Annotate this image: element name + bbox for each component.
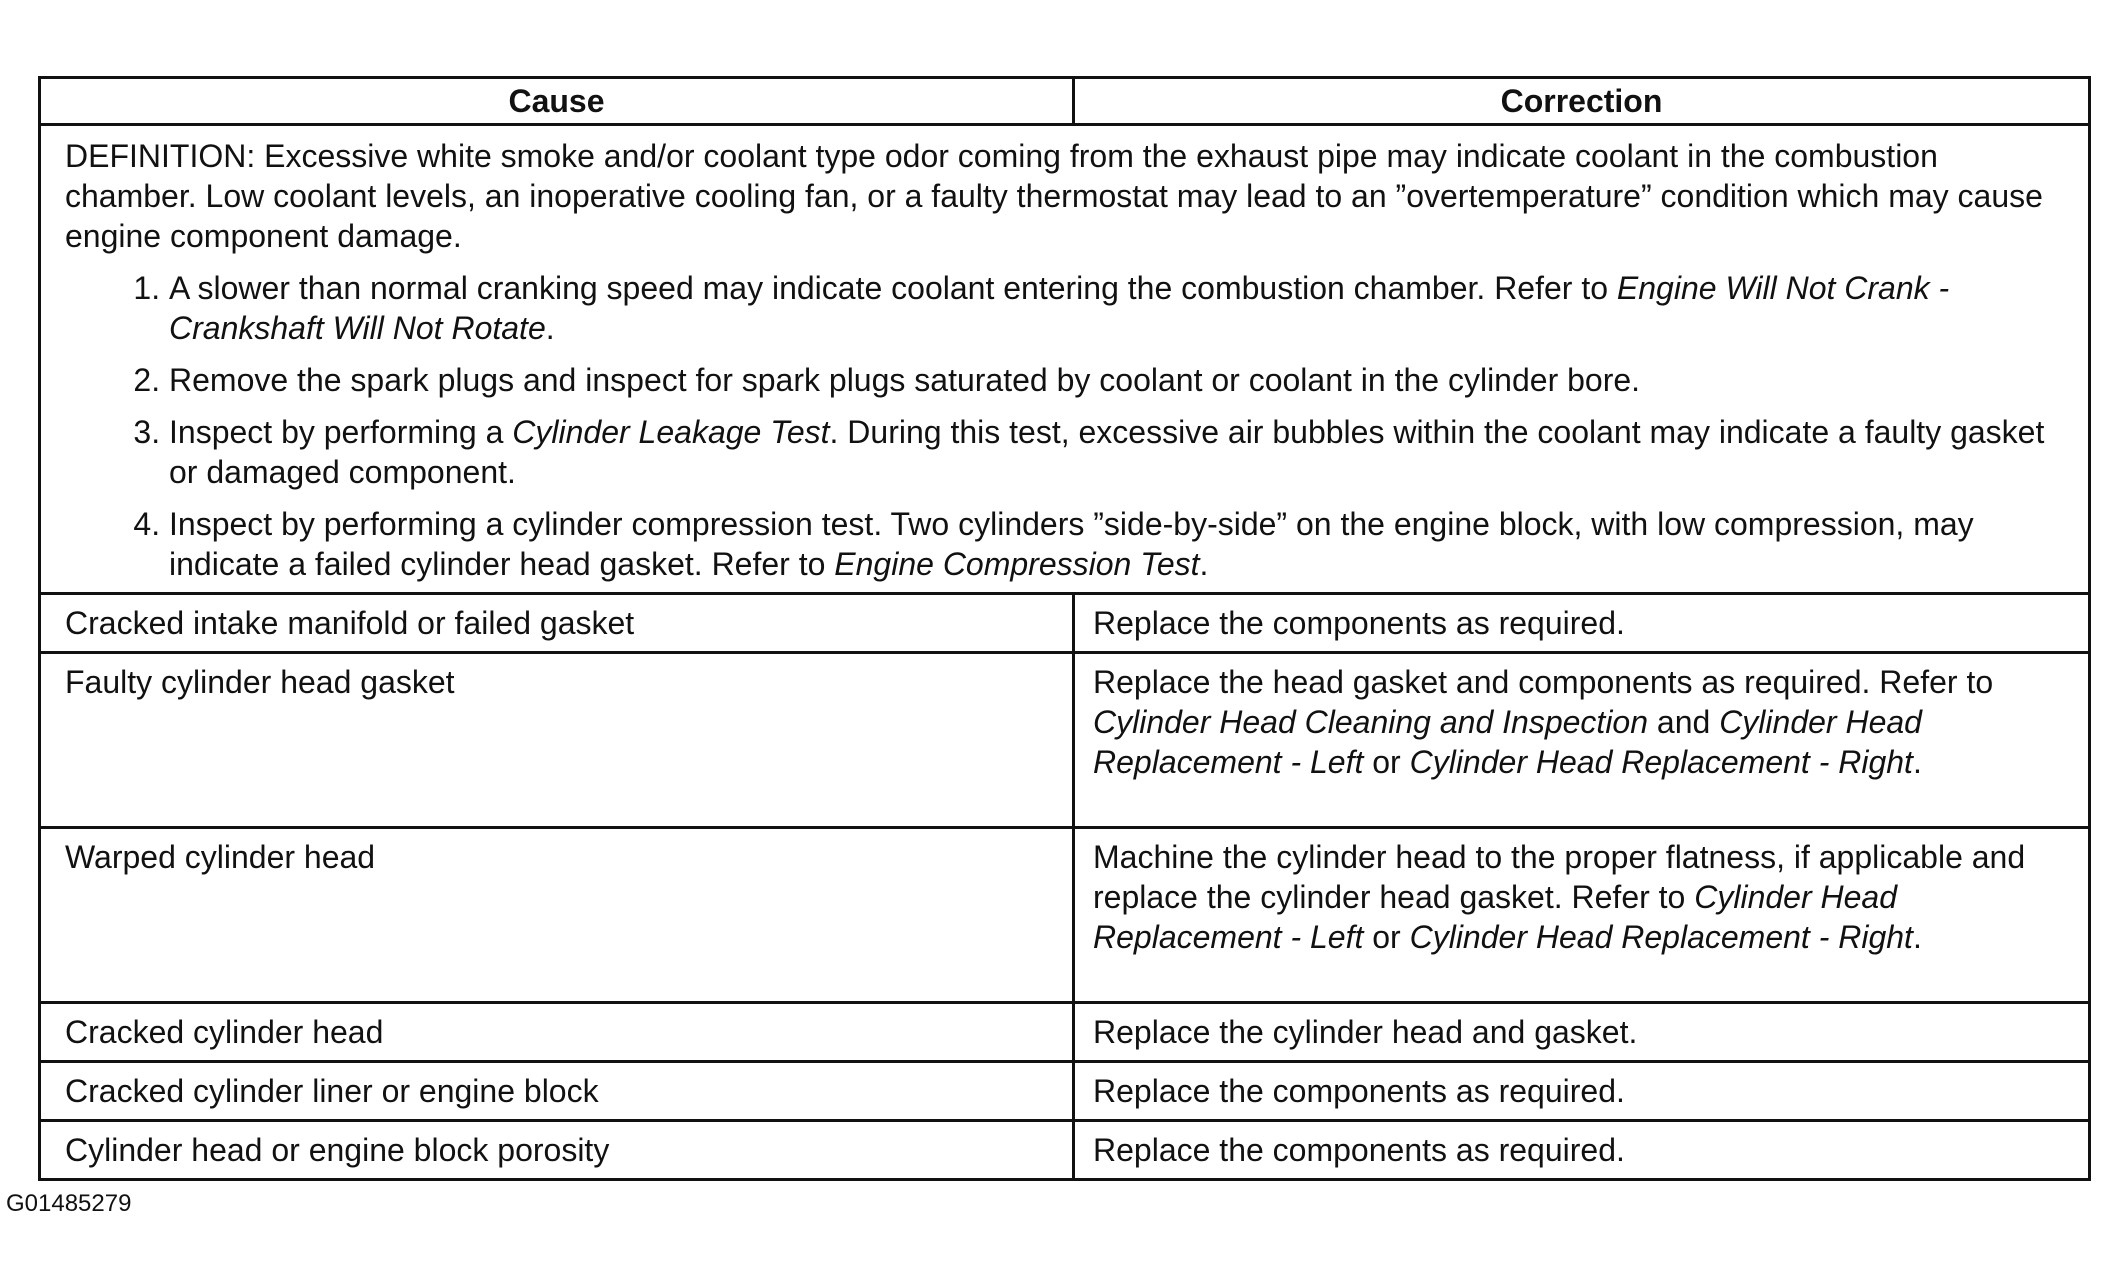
table-row — [40, 1003, 2090, 1062]
correction-cell — [1074, 594, 2090, 653]
cause-cell: Warped cylinder head — [40, 828, 1074, 1003]
correction-header: Correction — [1074, 78, 2090, 125]
correction-reference: Cylinder Head Replacement - Left — [1093, 879, 1897, 955]
step-3 — [169, 412, 2074, 492]
correction-text: Replace the components as required. — [1093, 1132, 1625, 1168]
cause-cell: Cracked intake manifold or failed gasket — [40, 594, 1074, 653]
correction-text: Replace the cylinder head and gasket. — [1093, 1014, 1638, 1050]
diagnostic-steps — [65, 268, 2074, 584]
correction-reference: Cylinder Head Cleaning and Inspection — [1093, 704, 1649, 740]
diagnostic-table — [38, 76, 2091, 1181]
correction-reference: Cylinder Head Replacement - Left — [1093, 704, 1922, 780]
step-text: A slower than normal cranking speed may indicate coolant entering the combustion chamber. Refer to — [169, 270, 1617, 306]
cause-cell: Cracked cylinder liner or engine block — [40, 1062, 1074, 1121]
correction-cell — [1074, 1121, 2090, 1180]
correction-text: Replace the head gasket and components as required. Refer to — [1093, 664, 1994, 700]
figure-id: G01485279 — [6, 1190, 132, 1217]
step-4 — [169, 504, 2074, 584]
definition-text: DEFINITION: Excessive white smoke and/or coolant type odor coming from the exhaust pipe may indicate coolant in the combustion chamber. Low coolant levels, an inoperative cooling fan, or a faulty thermostat may lead to an ”overtemperature” condition which may cause engine component damage. — [65, 138, 2043, 254]
cause-cell: Faulty cylinder head gasket — [40, 653, 1074, 828]
cause-cell: Cylinder head or engine block porosity — [40, 1121, 1074, 1180]
definition-cell — [40, 125, 2090, 594]
correction-text: Replace the components as required. — [1093, 1073, 1625, 1109]
step-2 — [169, 360, 2074, 400]
correction-text: or — [1363, 919, 1410, 955]
step-text: . — [545, 310, 555, 346]
step-reference: Cylinder Leakage Test — [512, 414, 830, 450]
table-row — [40, 653, 2090, 828]
correction-cell — [1074, 653, 2090, 828]
step-1 — [169, 268, 2074, 348]
table-row — [40, 1121, 2090, 1180]
table-row — [40, 828, 2090, 1003]
correction-cell — [1074, 828, 2090, 1003]
step-text: . During this test, excessive air bubbles within the coolant may indicate a faulty gasket or damaged component. — [169, 414, 2045, 490]
step-text: Inspect by performing a — [169, 414, 513, 450]
step-text: Inspect by performing a cylinder compression test. Two cylinders ”side-by-side” on the engine block, with low compression, may indicate a failed cylinder head gasket. Refer to — [169, 506, 1974, 582]
correction-text: Replace the components as required. — [1093, 605, 1625, 641]
correction-reference: Cylinder Head Replacement - Right — [1409, 744, 1913, 780]
header-row — [40, 78, 2090, 125]
definition-row — [40, 125, 2090, 594]
step-text: Remove the spark plugs and inspect for spark plugs saturated by coolant or coolant in the cylinder bore. — [169, 362, 1641, 398]
step-reference: Engine Will Not Crank - Crankshaft Will Not Rotate — [169, 270, 1950, 346]
cause-cell: Cracked cylinder head — [40, 1003, 1074, 1062]
table-row — [40, 1062, 2090, 1121]
correction-text: . — [1912, 744, 1922, 780]
step-reference: Engine Compression Test — [834, 546, 1200, 582]
correction-cell — [1074, 1062, 2090, 1121]
correction-cell — [1074, 1003, 2090, 1062]
correction-text: Machine the cylinder head to the proper flatness, if applicable and replace the cylinder head gasket. Refer to — [1093, 839, 2026, 915]
correction-text: and — [1648, 704, 1720, 740]
cause-header: Cause — [40, 78, 1074, 125]
correction-text: or — [1363, 744, 1410, 780]
correction-text: . — [1912, 919, 1922, 955]
step-text: . — [1199, 546, 1209, 582]
table-row — [40, 594, 2090, 653]
correction-reference: Cylinder Head Replacement - Right — [1409, 919, 1913, 955]
